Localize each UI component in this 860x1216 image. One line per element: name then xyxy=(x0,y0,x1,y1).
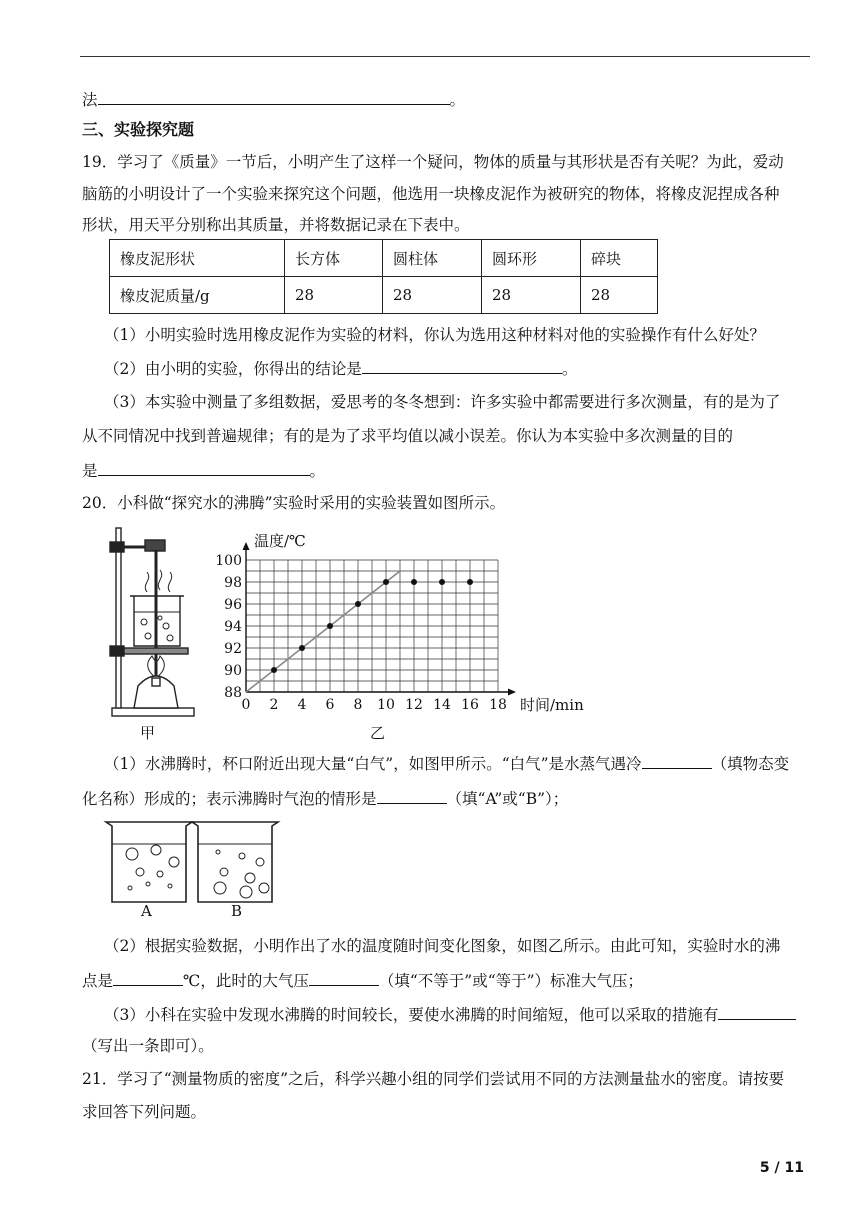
q19-part-2: （2）由小明的实验，你得出的结论是 。 xyxy=(104,357,577,379)
temperature-time-chart xyxy=(210,530,584,720)
y-axis-label: 温度/℃ xyxy=(254,532,306,550)
beaker-b xyxy=(192,822,278,902)
stand-rod xyxy=(116,528,121,708)
y-tick-label: 100 xyxy=(215,553,242,569)
table-cell: 长方体 xyxy=(285,240,383,277)
q19-part-3-line-3: 是 。 xyxy=(82,459,325,481)
table-cell: 橡皮泥质量/g xyxy=(110,277,285,314)
wire-gauze xyxy=(124,648,188,654)
x-tick-label: 10 xyxy=(377,697,395,713)
q19-part-3-line-1: （3）本实验中测量了多组数据，爱思考的冬冬想到：许多实验中都需要进行多次测量，有的是为了 xyxy=(104,393,781,411)
q19-stem-line-1: 19．学习了《质量》一节后，小明产生了这样一个疑问，物体的质量与其形状是否有关呢？为此，爱动 xyxy=(82,153,784,171)
x-axis-arrow xyxy=(508,689,516,696)
q20-part-2-line-2: 点是 ℃，此时的大气压 （填“不等于”或“等于”）标准大气压； xyxy=(82,969,643,991)
data-point xyxy=(355,601,361,607)
table-cell: 圆柱体 xyxy=(383,240,482,277)
figure-label-yi: 乙 xyxy=(370,724,386,742)
q19-stem-line-3: 形状，用天平分别称出其质量，并将数据记录在下表中。 xyxy=(82,216,470,234)
chart-tick-labels xyxy=(215,553,507,713)
x-tick-label: 0 xyxy=(241,697,251,713)
q19-stem-line-2: 脑筋的小明设计了一个实验来探究这个问题，他选用一块橡皮泥作为被研究的物体，将橡皮泥捏成各种 xyxy=(82,185,780,203)
data-point xyxy=(327,623,333,629)
q20-part-3-line-2: （写出一条即可）。 xyxy=(82,1037,214,1055)
chart-grid xyxy=(246,560,498,692)
stand-base xyxy=(112,708,194,716)
answer-blank[interactable] xyxy=(98,88,450,105)
answer-blank[interactable] xyxy=(362,357,562,374)
q21-line-1: 21．学习了“测量物质的密度”之后，科学兴趣小组的同学们尝试用不同的方法测量盐水的密度。请按要 xyxy=(82,1070,785,1088)
q20-part-1-line-2: 化名称）形成的；表示沸腾时气泡的情形是 （填“A”或“B”）； xyxy=(82,787,568,809)
table-row xyxy=(110,277,658,314)
mass-table xyxy=(109,239,658,314)
data-point xyxy=(411,579,417,585)
q20-stem: 20．小科做“探究水的沸腾”实验时采用的实验装置如图所示。 xyxy=(82,494,506,512)
q20-part-1-line-1: （1）水沸腾时，杯口附近出现大量“白气”，如图甲所示。“白气”是水蒸气遇冷 （填物态变 xyxy=(104,752,789,774)
thermometer-holder xyxy=(145,540,165,551)
y-tick-label: 88 xyxy=(224,685,242,701)
answer-blank[interactable] xyxy=(718,1003,796,1020)
x-tick-label: 2 xyxy=(269,697,279,713)
lower-clamp xyxy=(110,646,124,656)
beaker-a-label: A xyxy=(141,902,152,920)
answer-blank[interactable] xyxy=(377,787,447,804)
data-point xyxy=(271,667,277,673)
y-axis-arrow xyxy=(243,542,250,550)
y-tick-label: 98 xyxy=(224,575,242,591)
carry-over-line: 法 。 xyxy=(82,88,465,110)
answer-blank[interactable] xyxy=(309,969,379,986)
x-tick-label: 14 xyxy=(433,697,451,713)
lamp-wick-holder xyxy=(152,678,160,686)
y-tick-label: 92 xyxy=(224,641,242,657)
data-point xyxy=(383,579,389,585)
x-tick-label: 8 xyxy=(353,697,363,713)
table-cell: 碎块 xyxy=(581,240,658,277)
figure-label-jia: 甲 xyxy=(140,724,156,742)
q19-part-1: （1）小明实验时选用橡皮泥作为实验的材料，你认为选用这种材料对他的实验操作有什么好处？ xyxy=(104,326,765,344)
table-cell: 28 xyxy=(285,277,383,314)
beaker-b-label: B xyxy=(231,902,243,920)
x-tick-label: 16 xyxy=(461,697,479,713)
answer-blank[interactable] xyxy=(98,459,310,476)
section-heading: 三、实验探究题 xyxy=(82,120,195,139)
x-axis-label: 时间/min xyxy=(520,696,584,714)
trend-line xyxy=(246,571,400,692)
table-header-row xyxy=(110,240,658,277)
page-number: 5 / 11 xyxy=(759,1160,804,1176)
table-cell: 28 xyxy=(482,277,581,314)
answer-blank[interactable] xyxy=(113,969,183,986)
y-tick-label: 96 xyxy=(224,597,242,613)
table-cell: 28 xyxy=(383,277,482,314)
x-tick-label: 4 xyxy=(297,697,307,713)
table-cell: 28 xyxy=(581,277,658,314)
x-tick-label: 6 xyxy=(325,697,335,713)
q19-part-3-line-2: 从不同情况中找到普遍规律；有的是为了求平均值以减小误差。你认为本实验中多次测量的目的 xyxy=(82,427,734,445)
header-rule xyxy=(80,56,810,57)
data-point xyxy=(467,579,473,585)
q21-line-2: 求回答下列问题。 xyxy=(82,1103,207,1121)
chart-marks xyxy=(246,571,473,692)
bubbles-b xyxy=(214,850,269,898)
table-cell: 橡皮泥形状 xyxy=(110,240,285,277)
upper-clamp xyxy=(110,542,124,552)
y-tick-label: 94 xyxy=(224,619,242,635)
bubble-beakers-figure xyxy=(100,816,280,922)
y-tick-label: 90 xyxy=(224,663,242,679)
q20-part-3-line-1: （3）小科在实验中发现水沸腾的时间较长，要使水沸腾的时间缩短，他可以采取的措施有 xyxy=(104,1003,796,1025)
answer-blank[interactable] xyxy=(642,752,712,769)
x-tick-label: 18 xyxy=(489,697,507,713)
data-point xyxy=(439,579,445,585)
chart-axes xyxy=(243,542,517,696)
data-point xyxy=(299,645,305,651)
white-steam xyxy=(145,570,171,592)
bubbles-a xyxy=(126,845,179,890)
x-tick-label: 12 xyxy=(405,697,423,713)
table-cell: 圆环形 xyxy=(482,240,581,277)
boiling-apparatus-figure xyxy=(100,526,200,722)
q20-part-2-line-1: （2）根据实验数据，小明作出了水的温度随时间变化图象，如图乙所示。由此可知，实验时水的沸 xyxy=(104,937,781,955)
